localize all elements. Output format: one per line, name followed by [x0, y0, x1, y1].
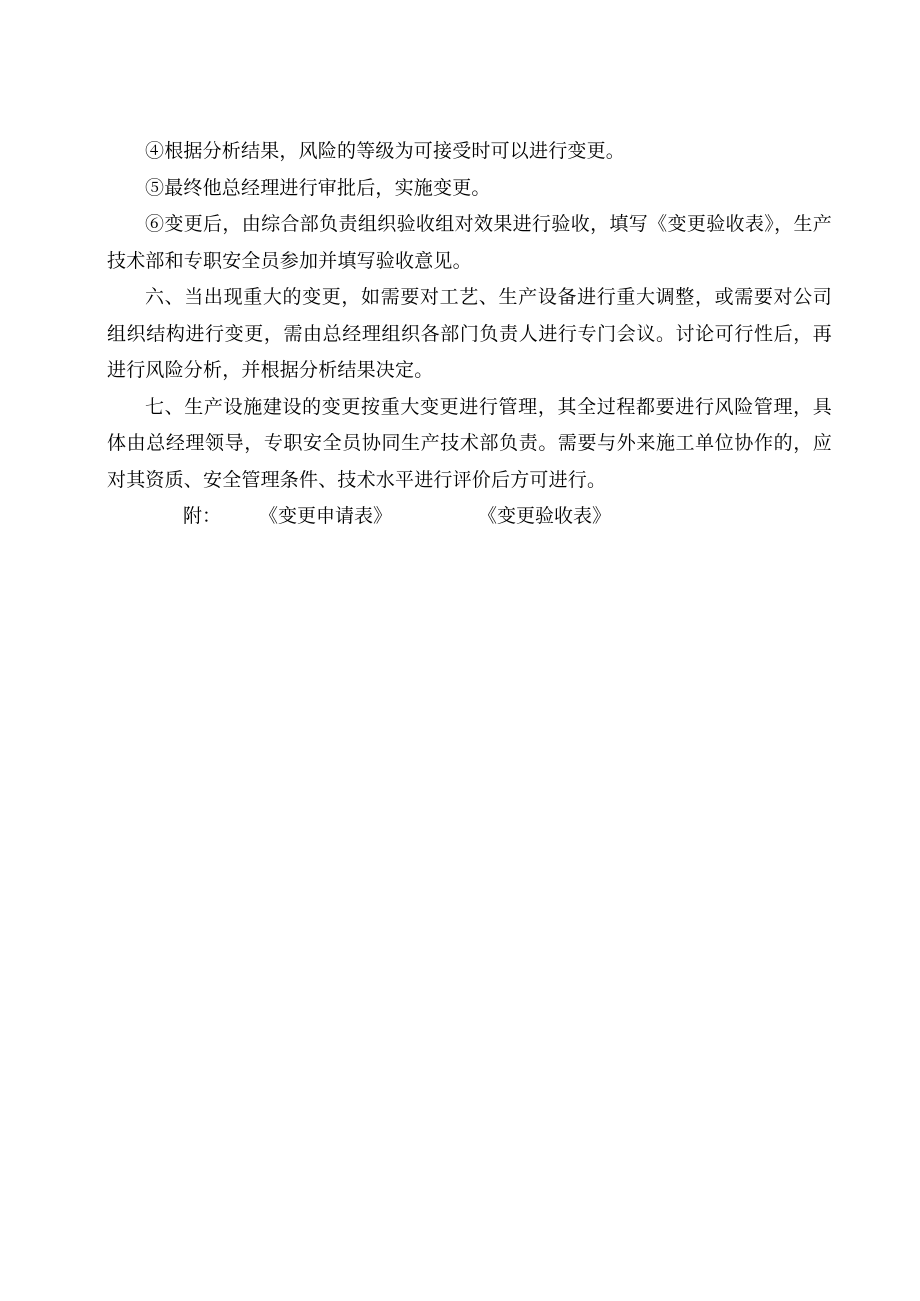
attachment-change-request-form: 《变更申请表》: [259, 505, 393, 527]
attachments-line: [107, 498, 832, 535]
attachment-change-acceptance-form: 《变更验收表》: [478, 505, 612, 527]
document-body: [107, 133, 832, 535]
attachments-label: 附：: [183, 505, 222, 527]
paragraph-step-5: ⑤最终他总经理进行审批后，实施变更。: [145, 176, 491, 199]
paragraph-step-4: ④根据分析结果，风险的等级为可接受时可以进行变更。: [145, 140, 626, 162]
paragraph-section-6: 六、当出现重大的变更，如需要对工艺、生产设备进行重大调整，或需要对公司组织结构进行变更，需由总经理组织各部门负责人进行专门会议。讨论可行性后，再进行风险分析，并根据分析结果决定。: [107, 286, 832, 381]
paragraph-step-6: ⑥变更后，由综合部负责组织验收组对效果进行验收，填写《变更验收表》，生产技术部和专职安全员参加并填写验收意见。: [107, 213, 832, 272]
paragraph-section-7: 七、生产设施建设的变更按重大变更进行管理，其全过程都要进行风险管理，具体由总经理领导，专职安全员协同生产技术部负责。需要与外来施工单位协作的，应对其资质、安全管理条件、技术水平进行评价后方可进行。: [107, 395, 832, 491]
